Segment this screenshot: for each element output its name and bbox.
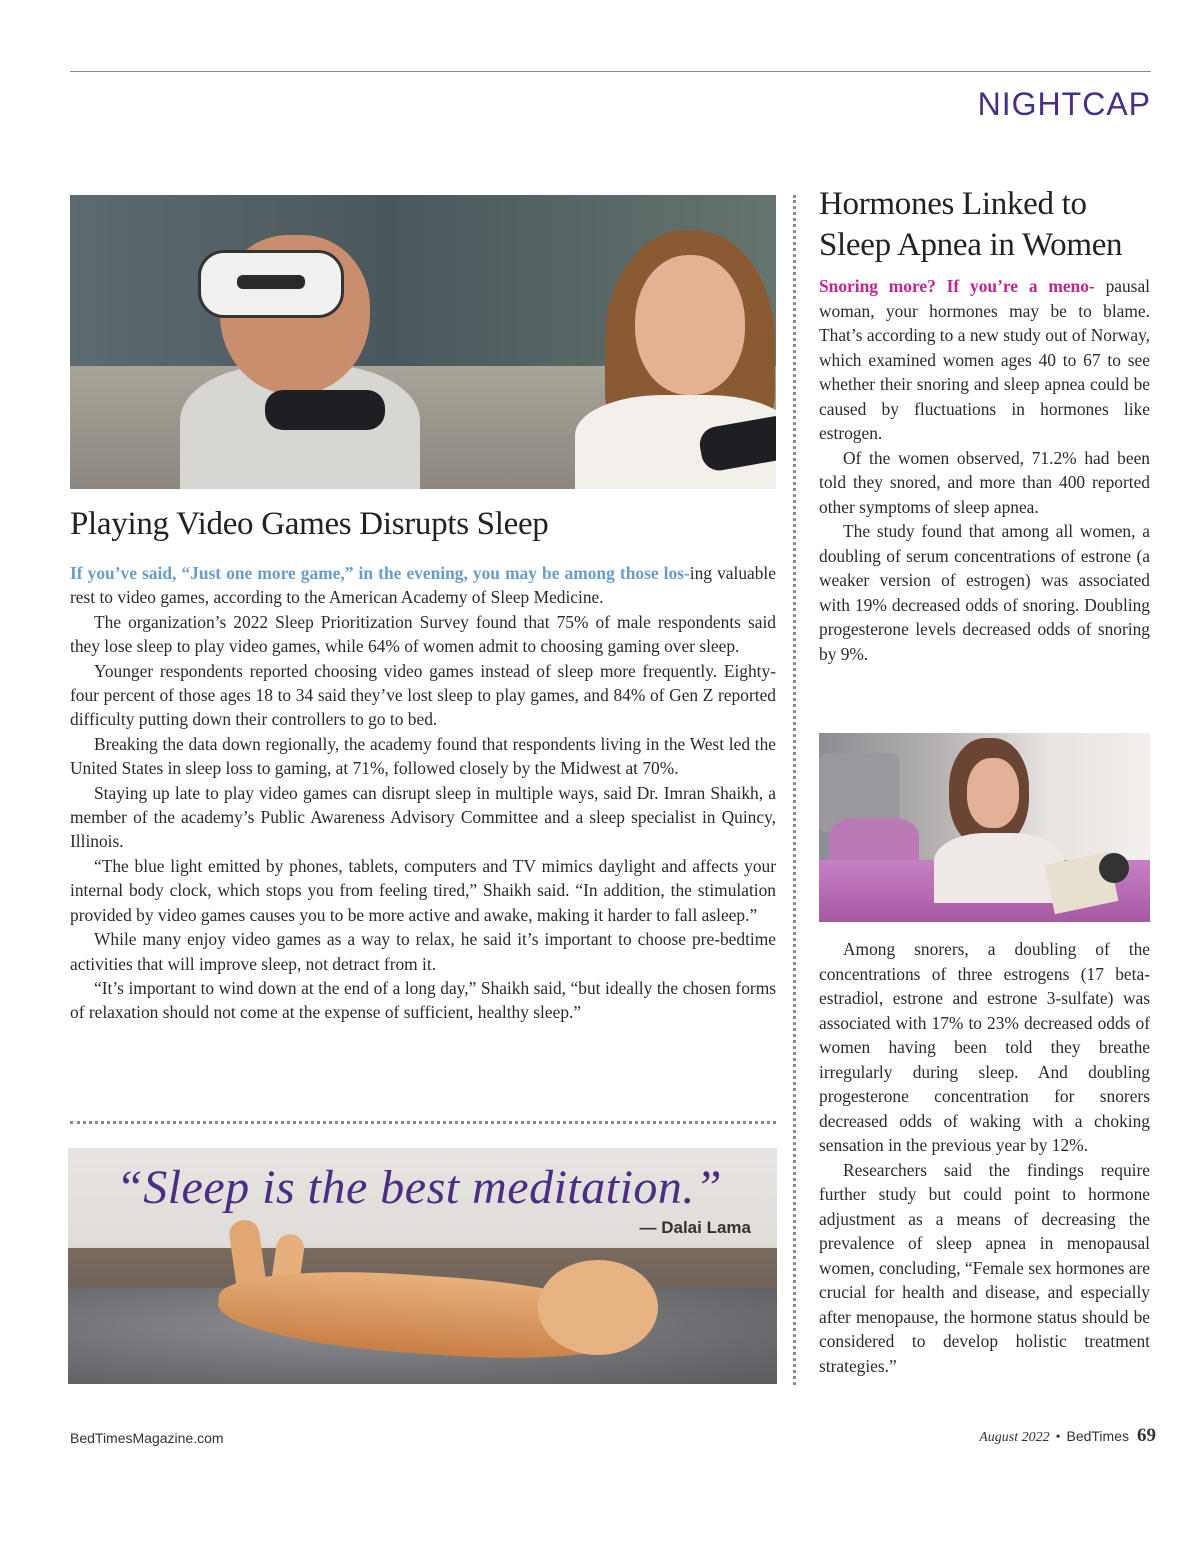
game-controller-icon bbox=[265, 390, 385, 430]
dotted-divider bbox=[70, 1121, 776, 1124]
right-article-body-bottom bbox=[819, 937, 1150, 1378]
quote-text: “Sleep is the best meditation.” bbox=[116, 1161, 723, 1214]
paragraph: Of the women observed, 71.2% had been told they snored, and more than 400 reported other symptoms of sleep apnea. bbox=[819, 447, 1150, 517]
right-lead-paragraph bbox=[819, 274, 1150, 446]
footer-separator: • bbox=[1055, 1430, 1061, 1445]
top-rule bbox=[70, 71, 1151, 72]
left-lead-paragraph bbox=[70, 561, 776, 610]
paragraph: The study found that among all women, a doubling of serum concentrations of estrone (a weaker version of estrogen) was associated with 19% decreased odds of snoring. Doubling progesterone levels decreased odds of snoring by 9%. bbox=[819, 521, 1150, 664]
left-lead-rest: ing valuable rest to video games, according to the American Academy of Sleep Medicine. bbox=[70, 563, 776, 608]
sleepless-woman-photo bbox=[819, 733, 1150, 922]
footer-brand: BedTimes bbox=[1066, 1428, 1129, 1444]
paragraph: “It’s important to wind down at the end of a long day,” Shaikh said, “but ideally the chosen forms of relaxation should not come at the expense of sufficient, healthy sleep.” bbox=[70, 977, 776, 1023]
paragraph: Among snorers, a doubling of the concentrations of three estrogens (17 beta-estradiol, estrone and estrone 3-sulfate) was associated with 17% to 23% decreased odds of women having been told they breathe irregularly during sleep. And doubling progesterone concentration for snorers decreased odds of waking with a choking sensation in the previous year by 12%. bbox=[819, 939, 1150, 1155]
paragraph: The organization’s 2022 Sleep Prioritization Survey found that 75% of male respondents said they lose sleep to play video games, while 64% of women admit to choosing gaming over sleep. bbox=[70, 611, 776, 657]
paragraph: Younger respondents reported choosing video games instead of sleep more frequently. Eighty-four percent of those ages 18 to 34 said they’ve lost sleep to play games, and 84% of Gen Z reported difficulty putting down their controllers to go to bed. bbox=[70, 660, 776, 730]
right-lead: Snoring more? If you’re a meno- bbox=[819, 276, 1095, 296]
right-headline: Hormones Linked to Sleep Apnea in Women bbox=[819, 186, 1123, 263]
paragraph: “The blue light emitted by phones, tablets, computers and TV mimics daylight and affects your internal body clock, which stops you from feeling tired,” Shaikh said. “In addition, the stimulation provided by video games causes you to be more active and awake, making it harder to fall asleep.” bbox=[70, 855, 776, 925]
left-lead: If you’ve said, “Just one more game,” in the evening, you may be among those los- bbox=[70, 563, 690, 583]
paragraph: Breaking the data down regionally, the academy found that respondents living in the West led the United States in sleep loss to gaming, at 71%, followed closely by the Midwest at 70%. bbox=[70, 733, 776, 779]
paragraph: Staying up late to play video games can disrupt sleep in multiple ways, said Dr. Imran Shaikh, a member of the academy’s Public Awareness Advisory Committee and a sleep specialist in Quincy, Illinois. bbox=[70, 782, 776, 852]
paragraph: Researchers said the findings require further study but could point to hormone adjustment as a means of decreasing the prevalence of sleep apnea in menopausal women, concluding, “Female sex hormones are crucial for health and disease, and especially after menopause, the hormone status should be considered to develop holistic treatment strategies.” bbox=[819, 1159, 1150, 1376]
quote-box bbox=[68, 1148, 777, 1384]
footer-folio bbox=[979, 1425, 1156, 1447]
footer-website: BedTimesMagazine.com bbox=[70, 1430, 224, 1446]
video-games-photo bbox=[70, 195, 776, 489]
column-divider bbox=[793, 195, 796, 1385]
left-article-body bbox=[70, 561, 776, 1025]
vr-headset-icon bbox=[198, 250, 344, 318]
left-headline: Playing Video Games Disrupts Sleep bbox=[70, 506, 549, 542]
section-label: NIGHTCAP bbox=[977, 86, 1151, 122]
page-number: 69 bbox=[1137, 1425, 1156, 1446]
right-article-body-top bbox=[819, 274, 1150, 666]
right-lead-rest: pausal woman, your hormones may be to blame. That’s according to a new study out of Norway, which examined women ages 40 to 67 to see whether their snoring and sleep apnea could be caused by fluctuations in hormones like estrogen. bbox=[819, 276, 1150, 443]
footer-issue: August 2022 bbox=[979, 1430, 1050, 1445]
alarm-clock-icon bbox=[1099, 853, 1129, 883]
quote-attribution: — Dalai Lama bbox=[639, 1218, 751, 1237]
paragraph: While many enjoy video games as a way to relax, he said it’s important to choose pre-bedtime activities that will improve sleep, not detract from it. bbox=[70, 929, 776, 974]
